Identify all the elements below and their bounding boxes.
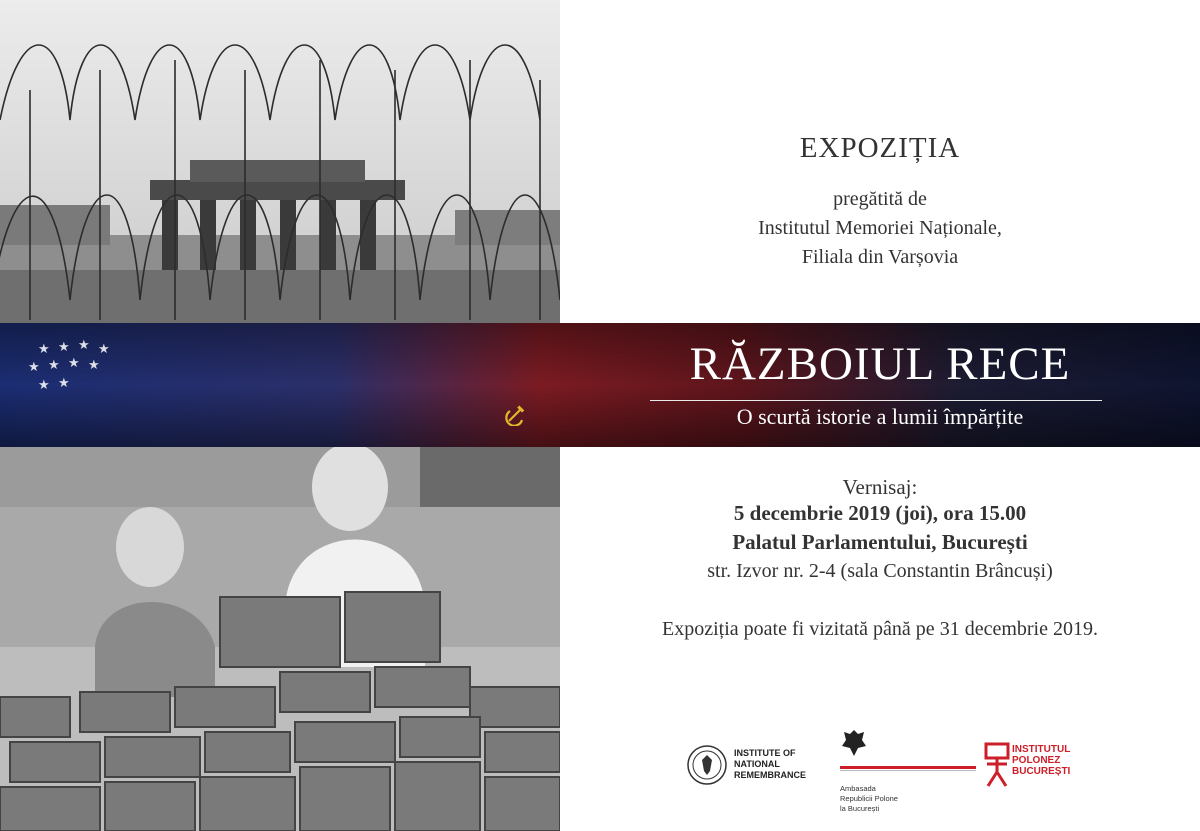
opening-date: 5 decembrie 2019 (joi), ora 15.00 bbox=[733, 501, 1027, 525]
pi-line: INSTITUTUL bbox=[1012, 744, 1071, 755]
prepared-by-block bbox=[600, 185, 1160, 272]
embassy-line: Ambasada bbox=[840, 784, 876, 793]
organizer-name: Institutul Memoriei Naționale, bbox=[758, 217, 1002, 239]
opening-address: str. Izvor nr. 2-4 (sala Constantin Brâncuși) bbox=[707, 560, 1053, 582]
svg-text:★: ★ bbox=[58, 376, 70, 391]
svg-text:★: ★ bbox=[68, 356, 80, 371]
children-bricks-photo bbox=[0, 447, 560, 831]
svg-text:★: ★ bbox=[48, 358, 60, 373]
embassy-eagle-flag-icon bbox=[840, 726, 976, 782]
title-divider bbox=[650, 400, 1102, 401]
svg-text:★: ★ bbox=[38, 342, 50, 357]
visit-until-note: Expoziția poate fi vizitată până pe 31 decembrie 2019. bbox=[662, 618, 1098, 640]
inr-line: INSTITUTE OF bbox=[734, 748, 796, 758]
svg-text:★: ★ bbox=[28, 360, 40, 375]
polish-institute-figure-icon bbox=[984, 742, 1010, 788]
embassy-logo-text bbox=[840, 784, 898, 814]
polish-institute-logo-text bbox=[1012, 744, 1070, 777]
inr-logo-text bbox=[734, 748, 806, 781]
embassy-line: la București bbox=[840, 804, 880, 813]
exhibition-title: RĂZBOIUL RECE bbox=[689, 338, 1071, 390]
pi-line: BUCUREȘTI bbox=[1012, 766, 1071, 777]
berlin-wall-photo bbox=[0, 0, 560, 325]
svg-text:★: ★ bbox=[58, 340, 70, 355]
svg-text:★: ★ bbox=[38, 378, 50, 393]
inr-line: NATIONAL bbox=[734, 759, 780, 769]
inr-seal-icon bbox=[686, 744, 728, 786]
svg-text:★: ★ bbox=[88, 358, 100, 373]
inr-line: REMEMBRANCE bbox=[734, 770, 806, 780]
svg-text:★: ★ bbox=[78, 338, 90, 353]
pi-line: POLONEZ bbox=[1012, 755, 1061, 766]
svg-text:★: ★ bbox=[98, 342, 110, 357]
exhibition-subtitle: O scurtă istorie a lumii împărțite bbox=[736, 404, 1024, 429]
prepared-by-line: pregătită de bbox=[833, 188, 927, 210]
organizer-branch: Filiala din Varșovia bbox=[801, 246, 959, 268]
exhibit-label: EXPOZIȚIA bbox=[799, 132, 961, 164]
opening-label: Vernisaj: bbox=[842, 475, 918, 499]
opening-venue: Palatul Parlamentului, București bbox=[732, 530, 1028, 554]
embassy-line: Republicii Polone bbox=[840, 794, 898, 803]
hammer-sickle-icon bbox=[505, 404, 527, 426]
